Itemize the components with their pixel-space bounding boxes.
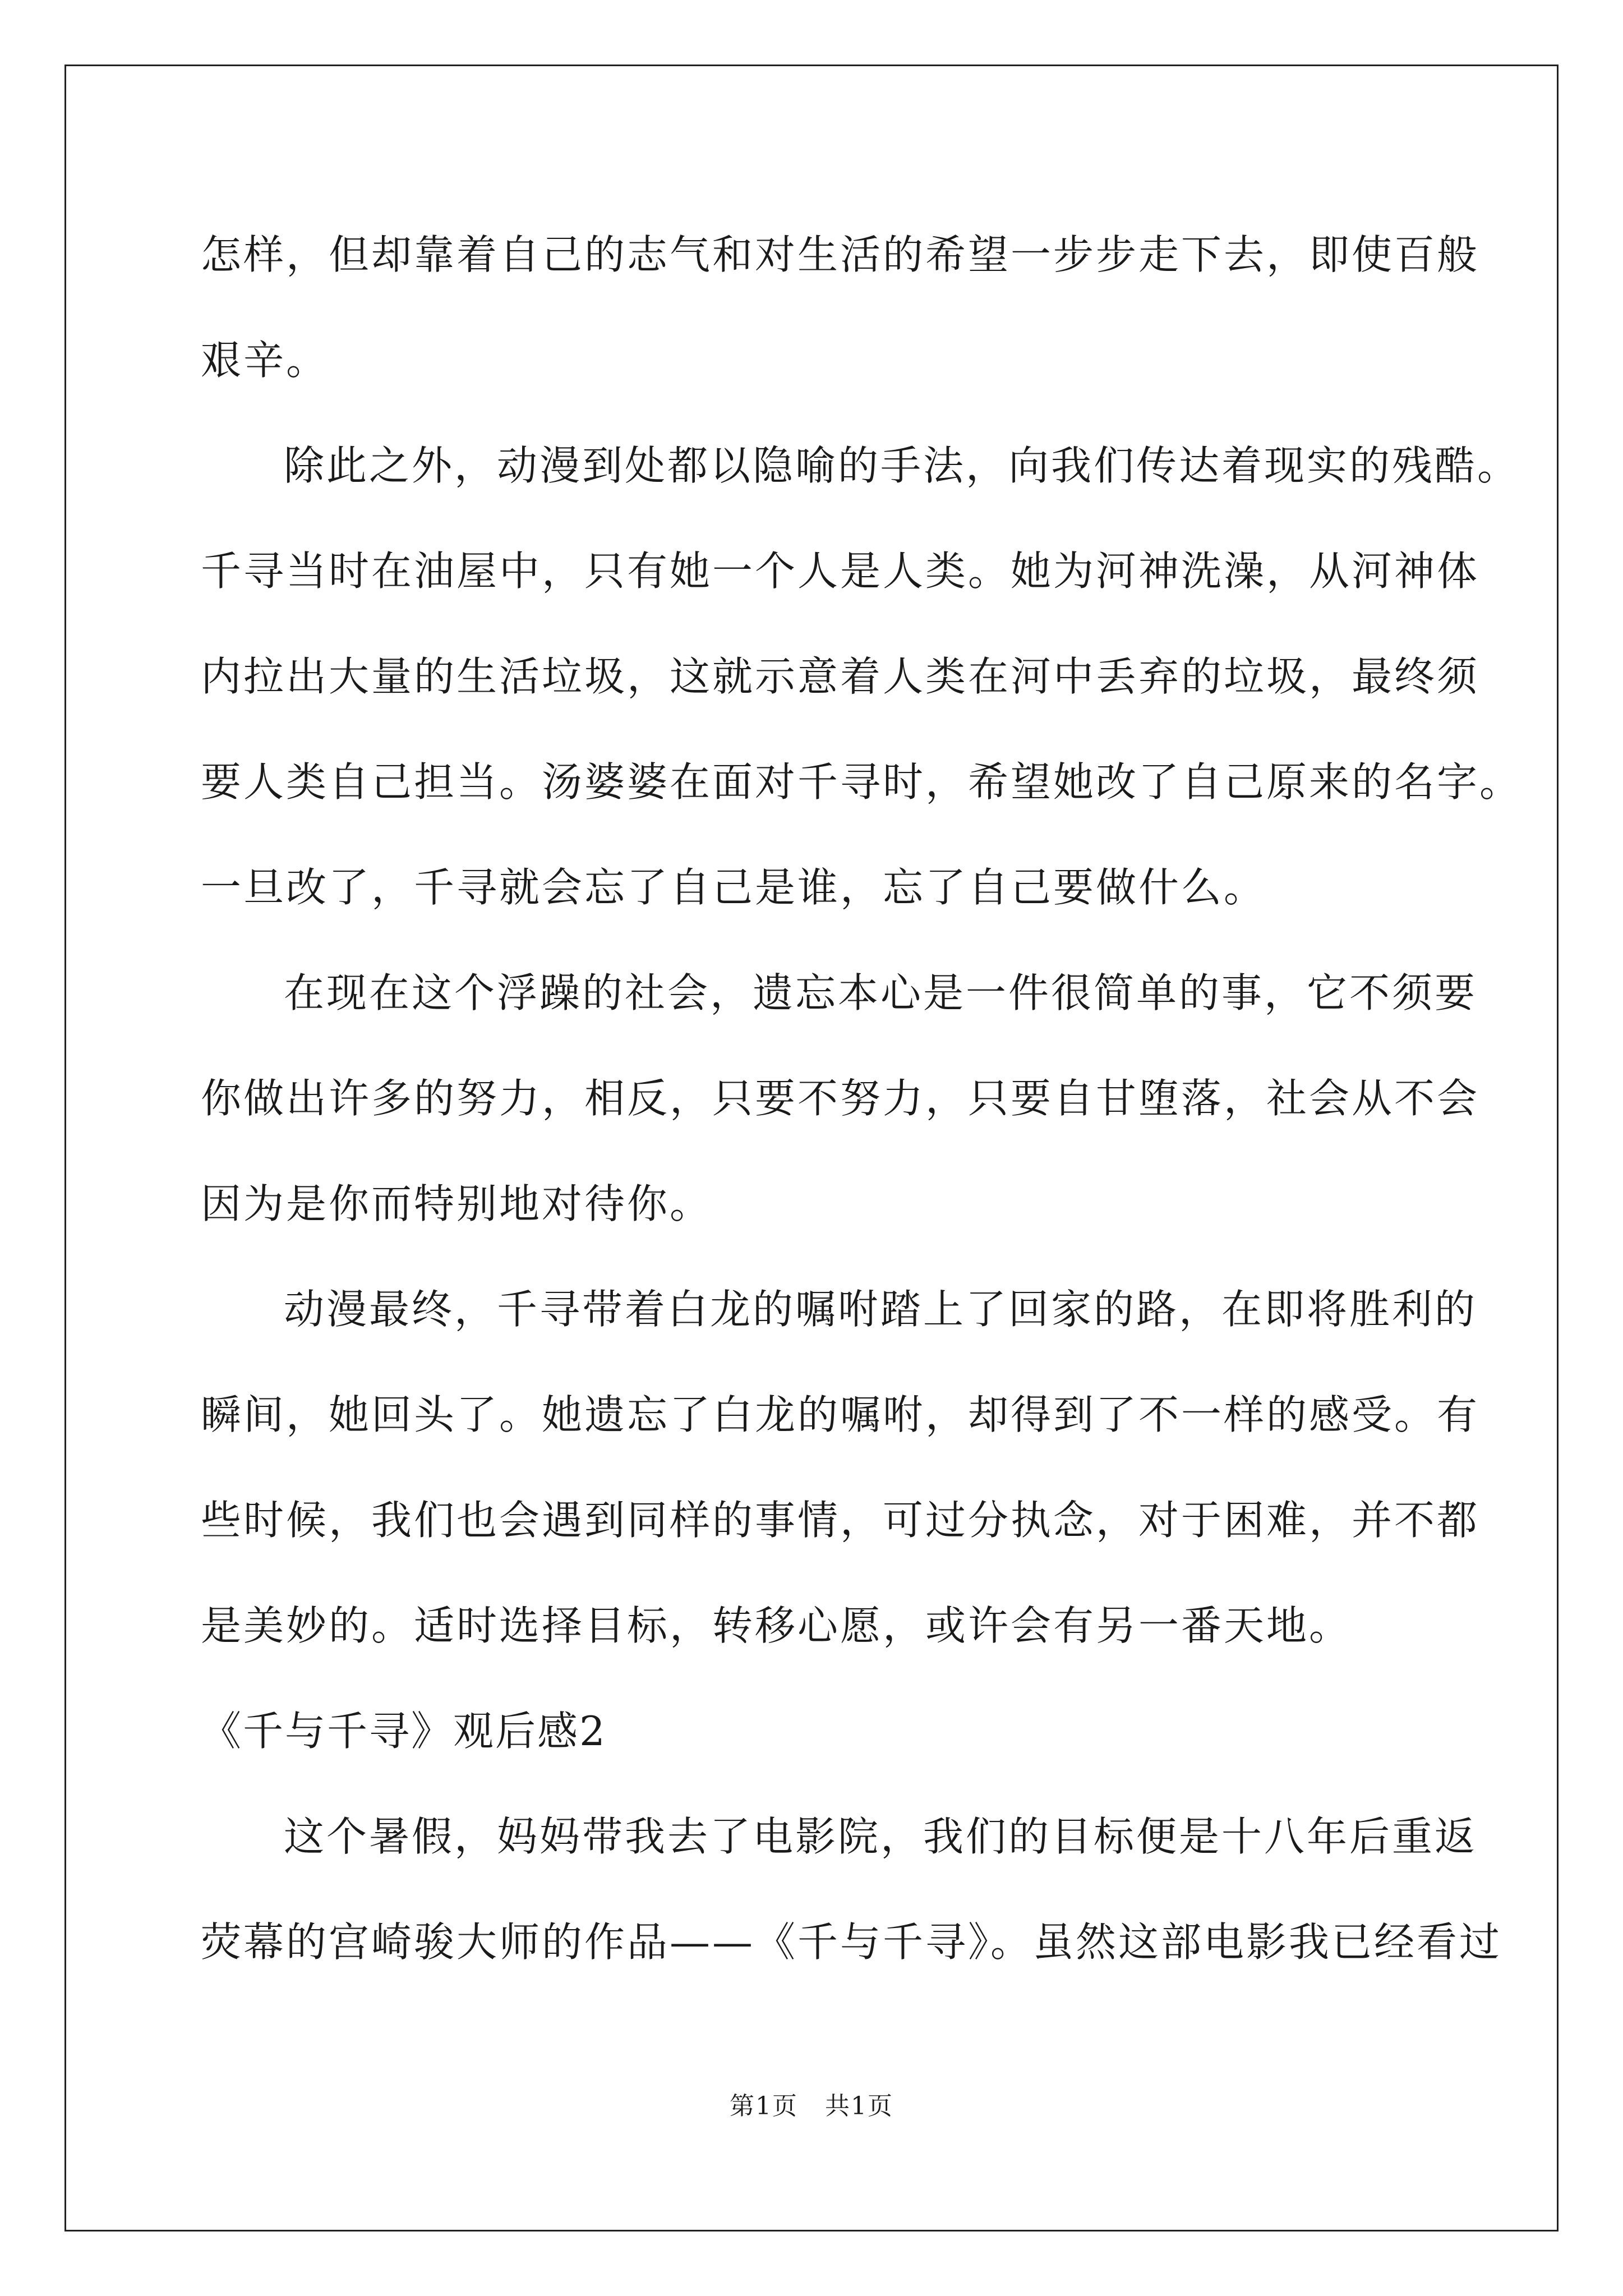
paragraph-first-line: 除此之外，动漫到处都以隐喻的手法，向我们传达着现实的残酷。 xyxy=(284,442,1520,489)
paragraph-first-line: 这个暑假，妈妈带我去了电影院，我们的目标便是十八年后重返 xyxy=(284,1813,1478,1860)
text-line: 要人类自己担当。汤婆婆在面对千寻时，希望她改了自己原来的名字。 xyxy=(201,758,1523,806)
text-line: 些时候，我们也会遇到同样的事情，可过分执念，对于困难，并不都 xyxy=(201,1497,1480,1544)
text-line: 艰辛。 xyxy=(201,337,329,384)
text-line: 因为是你而特别地对待你。 xyxy=(201,1180,713,1227)
text-line: 瞬间，她回头了。她遗忘了白龙的嘱咐，却得到了不一样的感受。有 xyxy=(201,1391,1480,1438)
text-line: 一旦改了，千寻就会忘了自己是谁，忘了自己要做什么。 xyxy=(201,864,1267,911)
text-line: 内拉出大量的生活垃圾，这就示意着人类在河中丢弃的垃圾，最终须 xyxy=(201,653,1480,700)
text-line: 你做出许多的努力，相反，只要不努力，只要自甘堕落，社会从不会 xyxy=(201,1075,1480,1122)
section-heading: 《千与千寻》观后感2 xyxy=(201,1708,607,1755)
text-line: 怎样，但却靠着自己的志气和对生活的希望一步步走下去，即使百般 xyxy=(201,231,1480,278)
paragraph-first-line: 动漫最终，千寻带着白龙的嘱咐踏上了回家的路，在即将胜利的 xyxy=(284,1286,1478,1333)
text-line: 是美妙的。适时选择目标，转移心愿，或许会有另一番天地。 xyxy=(201,1602,1352,1649)
text-line: 千寻当时在油屋中，只有她一个人是人类。她为河神洗澡，从河神体 xyxy=(201,547,1480,595)
paragraph-first-line: 在现在这个浮躁的社会，遗忘本心是一件很简单的事，它不须要 xyxy=(284,969,1478,1016)
document-body xyxy=(201,202,1523,1995)
page-footer: 第1页 共1页 xyxy=(730,2092,893,2120)
text-line: 荧幕的宫崎骏大师的作品——《千与千寻》。虽然这部电影我已经看过 xyxy=(201,1918,1502,1966)
